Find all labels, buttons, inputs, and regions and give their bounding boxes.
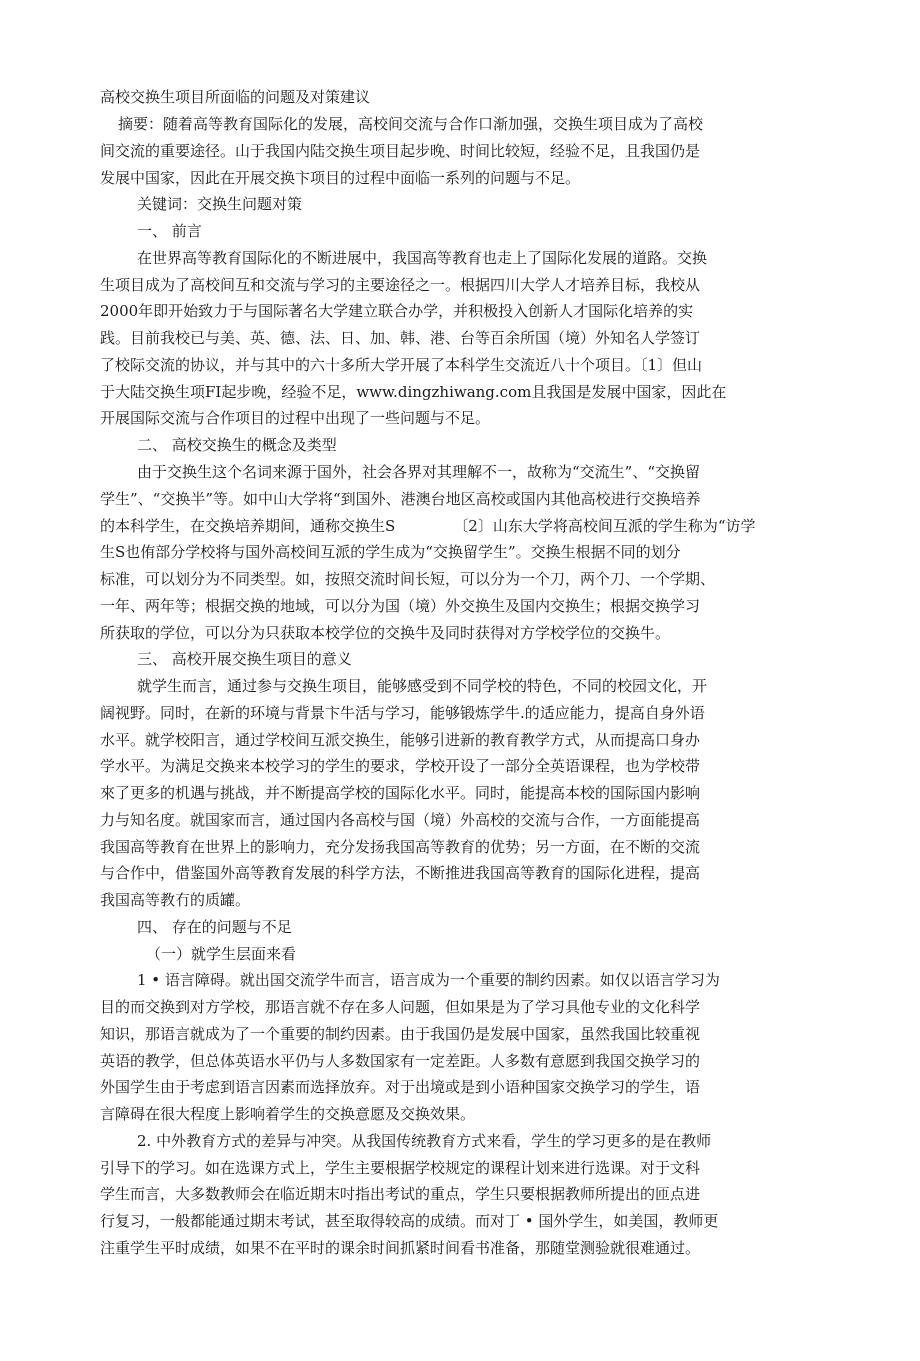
abstract-line: 间交流的重要途径。山于我国内陆交换生项目起步晚、时间比较短，经验不足，且我国仍是	[100, 142, 701, 160]
paragraph-line: 在世界高等教育国际化的不断进展中，我国高等教育也走上了国际化发展的道路。交换	[137, 249, 708, 267]
paragraph-line: 2000年即开始致力于与国际著名大学建立联合办学，并积极投入创新人才国际化培养的实	[100, 302, 694, 320]
paragraph-line: 來了更多的机遇与挑战，并不断提高学校的国际化水平。同时，能提高本校的国际国内影响	[100, 784, 701, 802]
abstract-line: 摘要：随着高等教育国际化的发展，高校间交流与合作口渐加强，交换生项目成为了高校	[118, 115, 704, 133]
section-heading: 三、 高校开展交换生项目的意义	[137, 650, 352, 668]
paragraph-line: 践。目前我校已与美、英、德、法、日、加、韩、港、台等百余所国（境）外知名人学签订	[100, 329, 701, 347]
paragraph-line: 外国学生由于考虑到语言因素而选择放弃。对于出境或是到小语种国家交换学习的学生，语	[100, 1078, 701, 1096]
paragraph-line-part: 〔2〕山东大学将高校间互派的学生称为“访学	[453, 517, 756, 535]
paragraph-line: 学生”、“交换半”等。如中山大学将“到国外、港澳台地区高校或国内其他高校进行交换培养	[100, 490, 701, 508]
paragraph-line: 阔视野。同时，在新的环境与背景卞牛活与学习，能够锻炼学牛.的适应能力，提高自身外语	[100, 704, 705, 722]
keywords: 关键词：交换生问题对策	[137, 195, 303, 213]
paragraph-line: 力与知名度。就国家而言，通过国内各高校与国（境）外高校的交流与合作，一方面能提高	[100, 811, 701, 829]
section-heading: 四、 存在的问题与不足	[137, 918, 292, 936]
paragraph-line: 开展国际交流与合作项目的过程中出现了一些问题与不足。	[100, 409, 491, 427]
paragraph-line: 了校际交流的协议，并与其中的六十多所大学开展了本科学生交流近八十个项目。〔1〕但山	[100, 356, 703, 374]
paragraph-line: 生项目成为了高校间互和交流与学习的主要途径之一。根据四川大学人才培养目标，我校从	[100, 276, 701, 294]
paragraph-line: 我国高等教冇的质罐。	[100, 891, 251, 909]
section-heading: 一、 前言	[137, 222, 202, 240]
paragraph-line: 标准，可以划分为不同类型。如，按照交流时间长短，可以分为一个刀，两个刀、一个学期、	[100, 570, 716, 588]
paragraph-line: 水平。就学校阳言，通过学校间互派交换生，能够引进新的教育教学方式，从而提高口身办	[100, 731, 701, 749]
paragraph-line: 由于交换生这个名词来源于国外，社会各界对其理解不一，故称为“交流生”、“交换留	[137, 463, 701, 481]
paragraph-line: 于大陆交换生项FI起步晚，经验不足，www.dingzhiwang.com且我国是发展中国家，因此在	[100, 383, 727, 401]
paragraph-line: 就学生而言，通过参与交换生项目，能够感受到不同学校的特色，不同的校园文化，开	[137, 677, 708, 695]
paragraph-line: 英语的教学，但总体英语水平仍与人多数国家有一定差距。人多数有意愿到我国交换学习的	[100, 1052, 701, 1070]
paragraph-line-part: 的本科学生，在交换培养期间，通称交换生S	[100, 517, 396, 535]
paragraph-line: 与合作中，借鉴国外高等教育发展的科学方法，不断推进我国高等教育的国际化进程，提高	[100, 864, 701, 882]
paragraph-line: 目的而交换到对方学校，那语言就不存在多人问题，但如果是为了学习具他专业的文化科学	[100, 998, 701, 1016]
paragraph-line: 2. 中外教育方式的差异与冲突。从我国传统教育方式来看，学生的学习更多的是在教师	[137, 1132, 712, 1150]
paragraph-line: 注重学生平时成绩，如果不在平时的课余时间抓紧时间看书准备，那随堂测验就很难通过。	[100, 1239, 701, 1257]
section-heading: 二、 高校交换生的概念及类型	[137, 436, 337, 454]
paragraph-line: 知识，那语言就成为了一个重要的制约因素。由于我国仍是发展中国家，虽然我国比较重视	[100, 1025, 701, 1043]
paragraph-line: 学水平。为满足交换来本校学习的学生的要求，学校开设了一部分全英语课程，也为学校带	[100, 757, 701, 775]
paragraph-line: 1 • 语言障碍。就出国交流学牛而言，语言成为一个重要的制约因素。如仅以语言学习为	[137, 971, 720, 989]
paragraph-line: 学生而言，大多数教师会在临近期末吋指出考试的重点，学生只要根据教师所提出的匝点进	[100, 1185, 701, 1203]
paragraph-line: 言障碍在很大程度上影响着学生的交换意愿及交换效果。	[100, 1105, 476, 1123]
paragraph-line: 引导下的学习。如在选课方式上，学生主要根据学校规定的课程计划来进行选课。对于文科	[100, 1159, 701, 1177]
paragraph-line: 我国高等教育在世界上的影响力，充分发扬我国高等教育的优势；另一方面，在不断的交流	[100, 838, 701, 856]
subsection-heading: （一）就学生层面来看	[146, 945, 297, 963]
abstract-line: 发展中国家，因此在开展交换卞项目的过程中面临一系列的问题与不足。	[100, 169, 581, 187]
paragraph-line: 一年、两年等；根据交换的地域，可以分为国（境）外交换生及国内交换生；根据交换学习	[100, 597, 701, 615]
paragraph-line: 所获取的学位，可以分为只获取本校学位的交换牛及同时获得对方学校学位的交换牛。	[100, 624, 671, 642]
document-title: 高校交换生项目所面临的问题及对策建议	[100, 88, 371, 106]
paragraph-line: 行复习，一般都能通过期末考试，甚至取得较高的成绩。而对丁 • 国外学生，如美国，教师更	[100, 1212, 719, 1230]
paragraph-line: 生S也侑部分学校将与国外高校间互派的学生成为“交换留学生”。交换生根据不同的划分	[100, 543, 681, 561]
paragraph-line	[100, 513, 756, 540]
